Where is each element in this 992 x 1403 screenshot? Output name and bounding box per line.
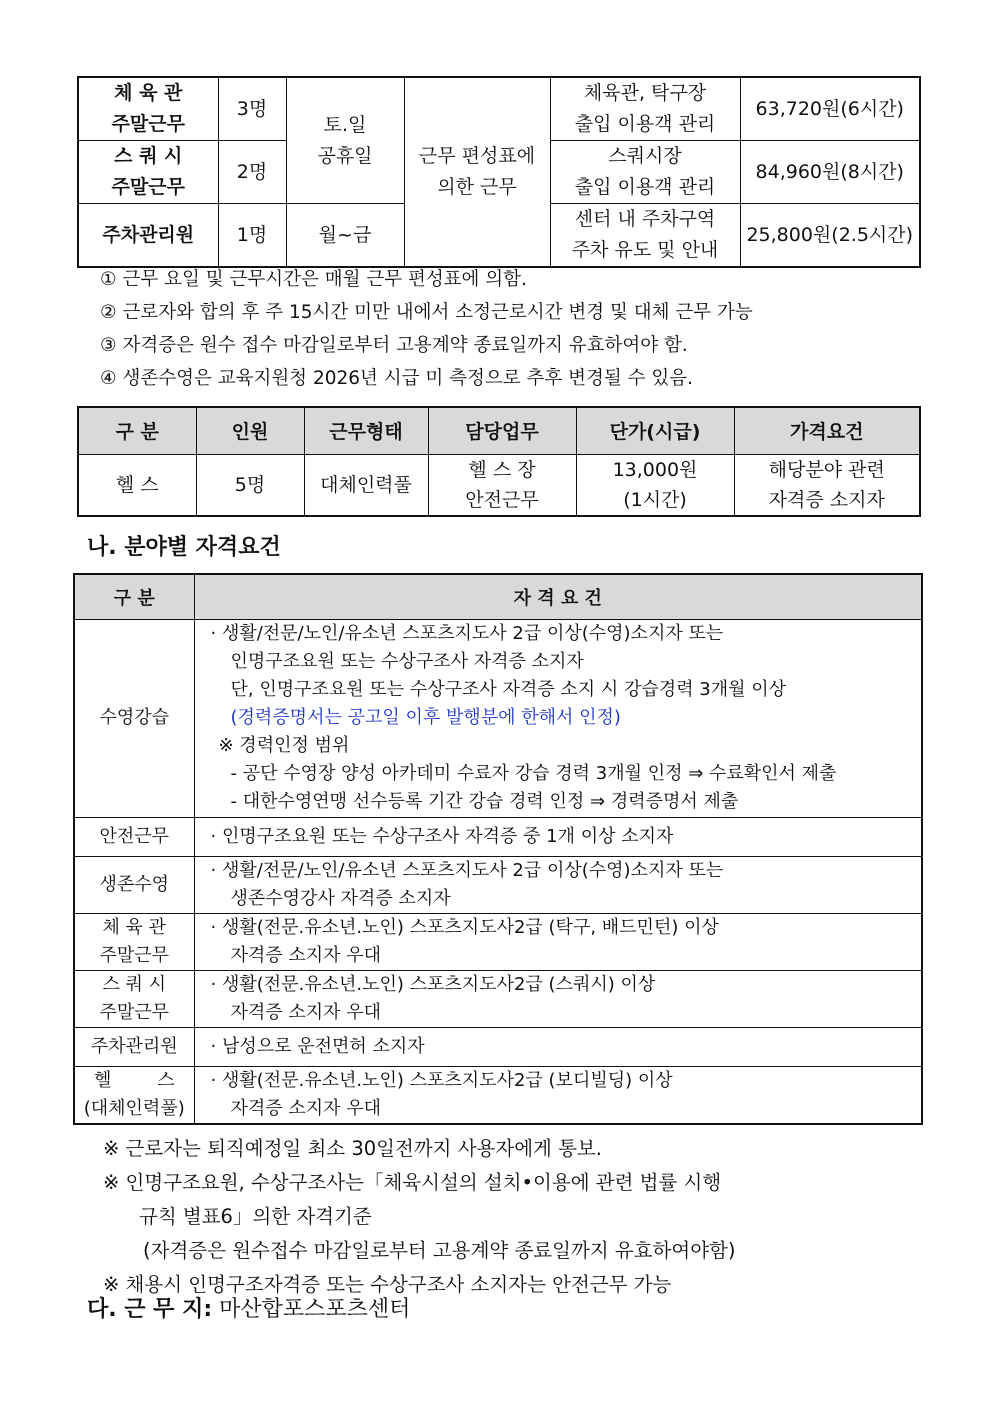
table-row: [78, 454, 920, 516]
role-cell: 주차관리원: [78, 204, 218, 268]
section-heading: 나. 분야별 자격요건: [87, 535, 281, 560]
column-header: 가격요건: [734, 407, 920, 454]
qualification-table: [73, 573, 923, 1125]
category-cell: 주차관리원: [74, 1027, 194, 1066]
table-row: [74, 1027, 922, 1066]
table-row: [74, 970, 922, 1027]
table-header-row: [78, 407, 920, 454]
count-cell: 5명: [196, 454, 304, 516]
type-cell: 대체인력풀: [304, 454, 428, 516]
category-cell: 안전근무: [74, 817, 194, 856]
category-cell: 체 육 관 주말근무: [74, 913, 194, 970]
column-header: 담당업무: [428, 407, 576, 454]
workplace-value: 마산합포스포츠센터: [219, 1297, 411, 1322]
duty-cell: 헬 스 장 안전근무: [428, 454, 576, 516]
requirement-cell: · 생활/전문/노인/유소년 스포츠지도사 2급 이상(수영)소지자 또는 생존수영강사 자격증 소지자: [194, 856, 922, 913]
workplace-heading: [87, 1292, 410, 1323]
table-row: [78, 77, 920, 141]
requirement-cell: · 남성으로 운전면허 소지자: [194, 1027, 922, 1066]
count-cell: 2명: [218, 141, 286, 204]
days-cell: 월~금: [286, 204, 404, 268]
pay-cell: 84,960원(8시간): [740, 141, 920, 204]
table-row: [74, 1066, 922, 1124]
requirement-cell: · 생활/전문/노인/유소년 스포츠지도사 2급 이상(수영)소지자 또는 인명구조요원 또는 수상구조사 자격증 소지자 단, 인명구조요원 또는 수상구조사 자격증 소지 시 강습경력 3개월 이상 (경력증명서는 공고일 이후 발행분에 한해서 인정) ※ 경력인정 범위 - 공단 수영장 양성 아카데미 수료자 강습 경력 3개월 인정 ⇒ 수료확인서 제출 - 대한수영연맹 선수등록 기간 강습 경력 인정 ⇒ 경력증명서 제출: [194, 619, 922, 817]
category-cell: 헬 스: [78, 454, 196, 516]
column-header: 자 격 요 건: [194, 574, 922, 619]
requirement-cell: · 인명구조요원 또는 수상구조사 자격증 중 1개 이상 소지자: [194, 817, 922, 856]
note-line: ② 근로자와 합의 후 주 15시간 미만 내에서 소정근로시간 변경 및 대체 근무 가능: [100, 302, 753, 323]
note-line: ※ 채용시 인명구조자격증 또는 수상구조사 소지자는 안전근무 가능: [103, 1273, 672, 1296]
note-line: 규칙 별표6」의한 자격기준: [139, 1205, 372, 1228]
category-cell: 스 쿼 시 주말근무: [74, 970, 194, 1027]
work-type-cell: 근무 편성표에 의한 근무: [404, 77, 550, 267]
count-cell: 3명: [218, 77, 286, 141]
workplace-label: 다. 근 무 지:: [87, 1297, 213, 1322]
note-line: ① 근무 요일 및 근무시간은 매월 근무 편성표에 의함.: [100, 269, 527, 290]
table-row: [74, 817, 922, 856]
pay-cell: 63,720원(6시간): [740, 77, 920, 141]
note-line: (자격증은 원수접수 마감일로부터 고용계약 종료일까지 유효하여야함): [143, 1239, 736, 1262]
column-header: 근무형태: [304, 407, 428, 454]
general-notes: [103, 1132, 933, 1302]
table-row: [74, 913, 922, 970]
category-cell: 수영강습: [74, 619, 194, 817]
substitute-table: [77, 406, 921, 517]
days-cell: 토.일 공휴일: [286, 77, 404, 204]
requirement-cell: 해당분야 관련 자격증 소지자: [734, 454, 920, 516]
count-cell: 1명: [218, 204, 286, 268]
category-cell: 헬 스 (대체인력풀): [74, 1066, 194, 1124]
requirement-cell: · 생활(전문.유소년.노인) 스포츠지도사2급 (보디빌딩) 이상 자격증 소지자 우대: [194, 1066, 922, 1124]
note-line: ※ 인명구조요원, 수상구조사는「체육시설의 설치•이용에 관련 법률 시행: [103, 1171, 722, 1194]
duty-cell: 체육관, 탁구장 출입 이용객 관리: [550, 77, 740, 141]
duty-cell: 센터 내 주차구역 주차 유도 및 안내: [550, 204, 740, 268]
requirement-cell: · 생활(전문.유소년.노인) 스포츠지도사2급 (탁구, 배드민턴) 이상 자격증 소지자 우대: [194, 913, 922, 970]
pay-cell: 25,800원(2.5시간): [740, 204, 920, 268]
role-cell: 스 쿼 시 주말근무: [78, 141, 218, 204]
table-row: [74, 856, 922, 913]
note-line: ④ 생존수영은 교육지원청 2026년 시급 미 측정으로 추후 변경될 수 있음.: [100, 368, 694, 389]
note-line: ③ 자격증은 원수 접수 마감일로부터 고용계약 종료일까지 유효하여야 함.: [100, 335, 688, 356]
column-header: 구 분: [74, 574, 194, 619]
table-header-row: [74, 574, 922, 619]
staff-table: [77, 76, 921, 268]
table-row: [74, 619, 922, 817]
wage-cell: 13,000원 (1시간): [576, 454, 734, 516]
duty-cell: 스쿼시장 출입 이용객 관리: [550, 141, 740, 204]
work-notes: [100, 263, 920, 395]
category-cell: 생존수영: [74, 856, 194, 913]
column-header: 구 분: [78, 407, 196, 454]
role-cell: 체 육 관 주말근무: [78, 77, 218, 141]
requirement-cell: · 생활(전문.유소년.노인) 스포츠지도사2급 (스쿼시) 이상 자격증 소지자 우대: [194, 970, 922, 1027]
column-header: 인원: [196, 407, 304, 454]
column-header: 단가(시급): [576, 407, 734, 454]
note-line: ※ 근로자는 퇴직예정일 최소 30일전까지 사용자에게 통보.: [103, 1137, 602, 1160]
